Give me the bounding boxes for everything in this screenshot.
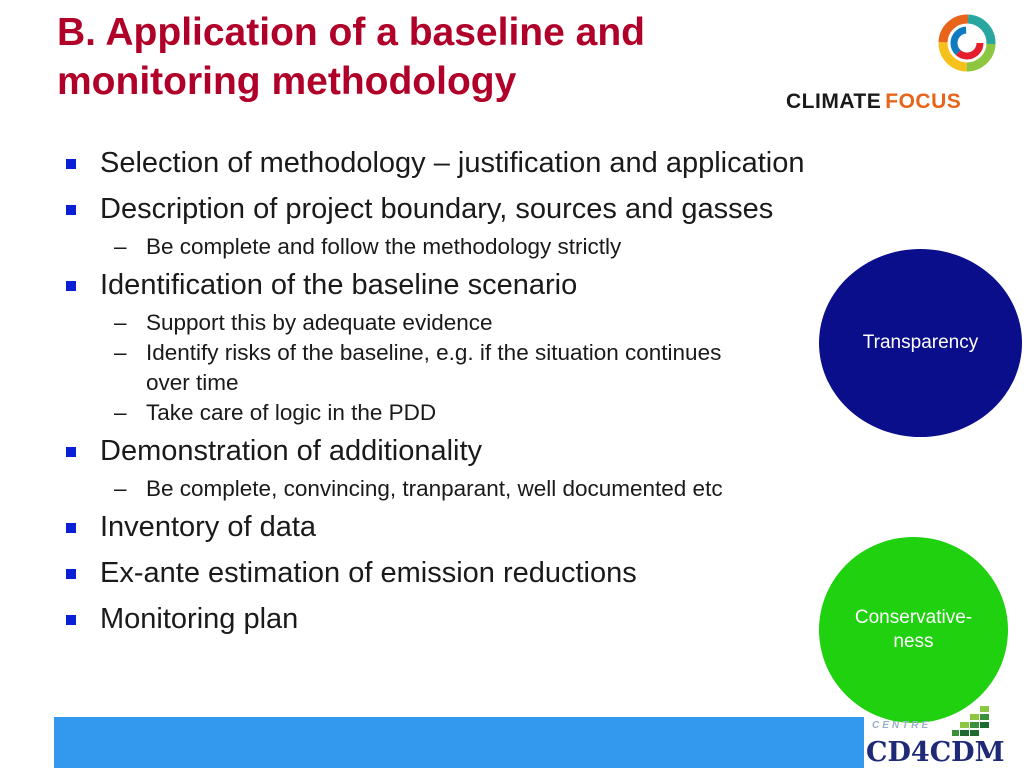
cd4cdm-centre-text: CENTRE [872, 720, 932, 731]
sub-bullet-item [114, 232, 962, 262]
bullet-item [62, 192, 962, 226]
dash-icon: – [114, 476, 127, 501]
cd4cdm-wordmark: CD4CDM [866, 737, 1005, 768]
climatefocus-ring-icon [938, 14, 996, 72]
bullet-square-icon [66, 159, 76, 169]
bullet-text: Identification of the baseline scenario [100, 269, 578, 301]
bullet-square-icon [66, 523, 76, 533]
bullet-item [62, 434, 962, 468]
bullet-text: Monitoring plan [100, 603, 299, 635]
dash-icon: – [114, 234, 127, 259]
sub-bullet-text: Take care of logic in the PDD [146, 400, 437, 425]
slide-title [57, 8, 777, 106]
bullet-text: Selection of methodology – justification and application [100, 147, 805, 179]
conservativeness-label-line-2: ness [893, 631, 934, 652]
conservativeness-label-line-1: Conservative- [854, 607, 973, 628]
dash-icon: – [114, 340, 127, 365]
bullet-square-icon [66, 281, 76, 291]
conservativeness-circle [819, 537, 1008, 723]
cd4cdm-grid-icon [952, 706, 994, 736]
slide-title-line-2: monitoring methodology [57, 60, 517, 103]
sub-bullet-text: Support this by adequate evidence [146, 310, 493, 335]
sub-bullet-text: Be complete, convincing, tranparant, well documented etc [146, 476, 723, 501]
cd4cdm-logo [866, 700, 1024, 768]
sub-bullet-item [114, 398, 962, 428]
footer-bar [54, 717, 864, 768]
bullet-text: Inventory of data [100, 511, 317, 543]
bullet-text: Ex-ante estimation of emission reductions [100, 557, 637, 589]
sub-bullet-item [114, 474, 962, 504]
bullet-square-icon [66, 615, 76, 625]
bullet-item [62, 146, 962, 180]
bullet-square-icon [66, 569, 76, 579]
bullet-item [62, 556, 962, 590]
bullet-text: Description of project boundary, sources and gasses [100, 193, 774, 225]
sub-bullet-text: Identify risks of the baseline, e.g. if the situation continues over time [146, 340, 722, 395]
climatefocus-logo [786, 14, 976, 114]
climatefocus-wordmark [786, 90, 961, 114]
bullet-item [62, 268, 962, 302]
transparency-label: Transparency [862, 332, 979, 353]
bullet-text: Demonstration of additionality [100, 435, 483, 467]
bullet-list [62, 146, 962, 648]
slide-title-line-1: B. Application of a baseline and [57, 11, 645, 54]
dash-icon: – [114, 310, 127, 335]
wordmark-climate: CLIMATE [786, 90, 882, 113]
sub-bullet-text: Be complete and follow the methodology strictly [146, 234, 622, 259]
transparency-circle [819, 249, 1022, 437]
bullet-square-icon [66, 205, 76, 215]
bullet-square-icon [66, 447, 76, 457]
bullet-item [62, 510, 962, 544]
dash-icon: – [114, 400, 127, 425]
wordmark-focus: FOCUS [885, 90, 962, 113]
